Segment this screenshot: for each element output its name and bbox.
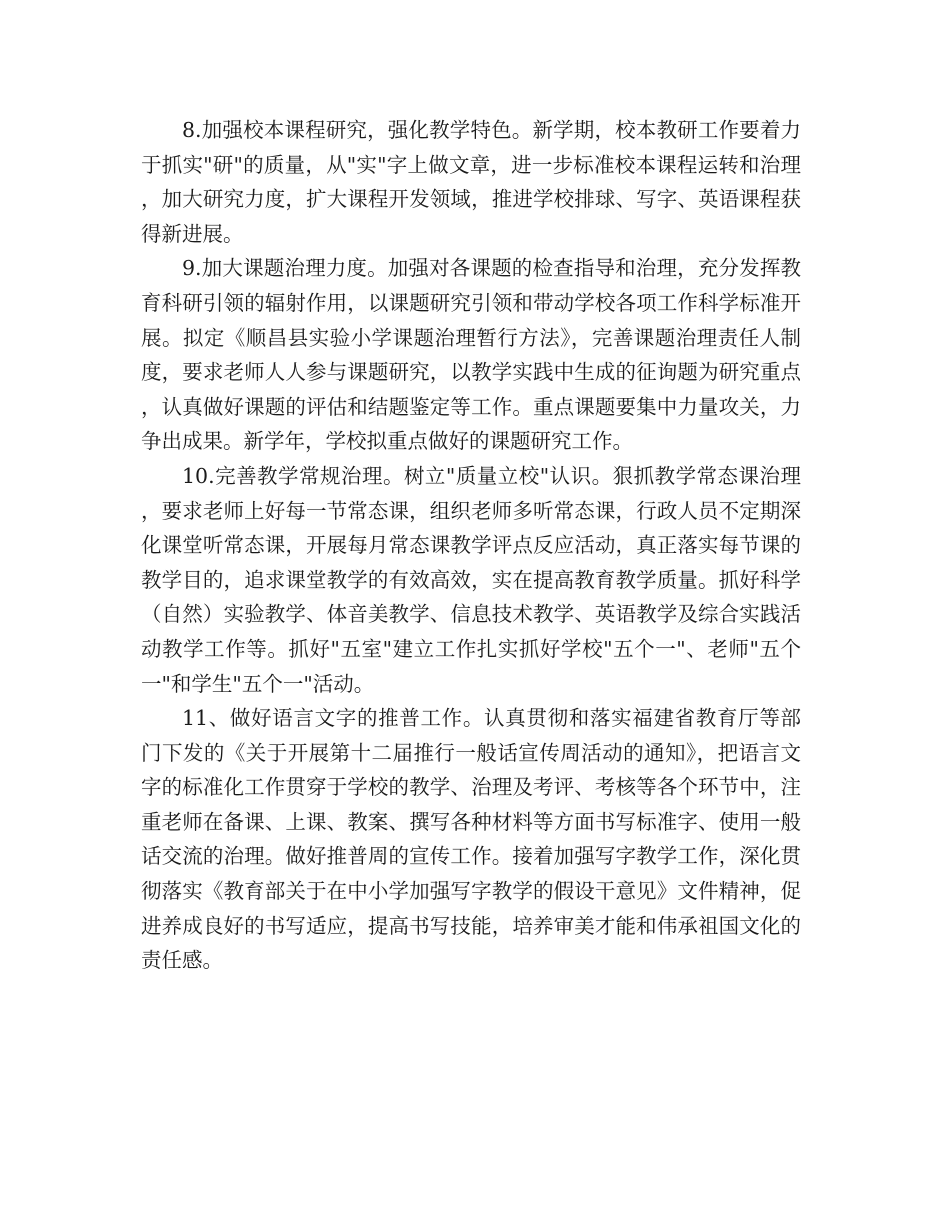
paragraph-11: 11、做好语言文字的推普工作。认真贯彻和落实福建省教育厅等部门下发的《关于开展第十二届推行一般话宣传周活动的通知》，把语言文字的标准化工作贯穿于学校的教学、治理及考评、考核等各个环节中，注重老师在备课、上课、教案、撰写各种材料等方面书写标准字、使用一般话交流的治理。做好推普周的宣传工作。接着加强写字教学工作，深化贯彻落实《教育部关于在中小学加强写字教学的假设干意见》文件精神，促进养成良好的书写适应，提高书写技能，培养审美才能和伟承祖国文化的责任感。: [141, 706, 801, 973]
document-body: [141, 113, 801, 978]
paragraph-10: 10.完善教学常规治理。树立"质量立校"认识。狠抓教学常态课治理，要求老师上好每一节常态课，组织老师多听常态课，行政人员不定期深化课堂听常态课，开展每月常态课教学评点反应活动，真正落实每节课的教学目的，追求课堂教学的有效高效，实在提高教育教学质量。抓好科学（自然）实验教学、体音美教学、信息技术教学、英语教学及综合实践活动教学工作等。抓好"五室"建立工作扎实抓好学校"五个一"、老师"五个一"和学生"五个一"活动。: [141, 463, 801, 696]
paragraph-8: 8.加强校本课程研究，强化教学特色。新学期，校本教研工作要着力于抓实"研"的质量，从"实"字上做文章，进一步标准校本课程运转和治理，加大研究力度，扩大课程开发领域，推进学校排球、写字、英语课程获得新进展。: [141, 118, 801, 246]
paragraph-9: 9.加大课题治理力度。加强对各课题的检查指导和治理，充分发挥教育科研引领的辐射作用，以课题研究引领和带动学校各项工作科学标准开展。拟定《顺昌县实验小学课题治理暂行方法》，完善课题治理责任人制度，要求老师人人参与课题研究，以教学实践中生成的征询题为研究重点，认真做好课题的评估和结题鉴定等工作。重点课题要集中力量攻关，力争出成果。新学年，学校拟重点做好的课题研究工作。: [141, 256, 801, 454]
